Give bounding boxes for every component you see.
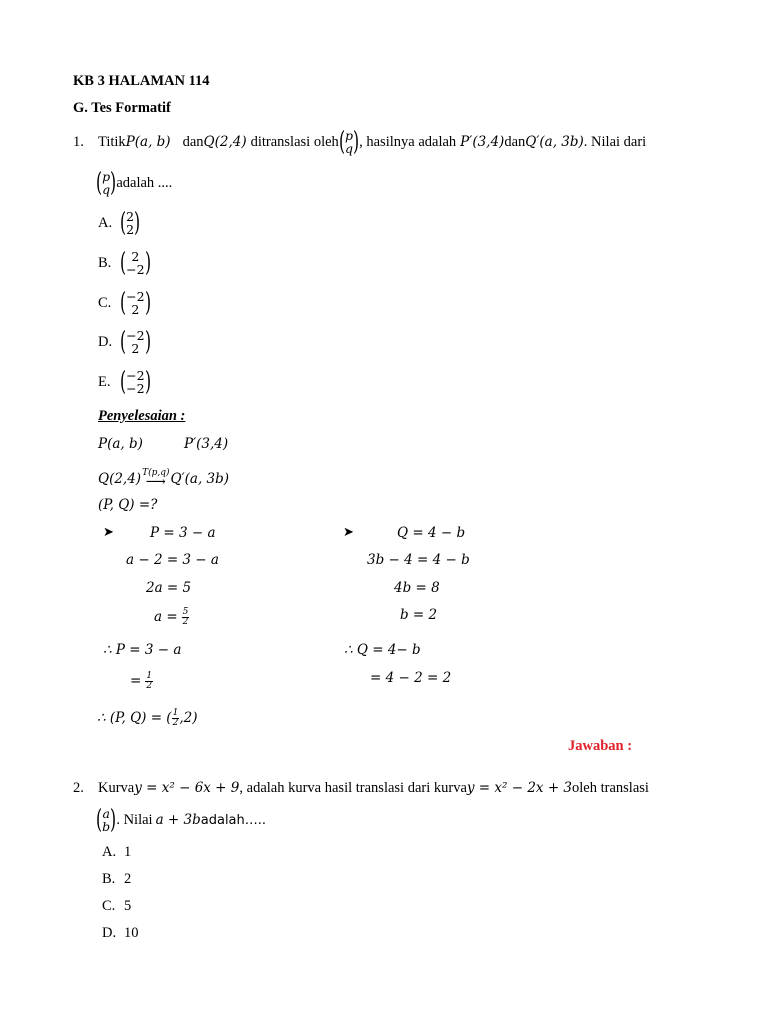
vector-top: a bbox=[102, 806, 110, 821]
final-text: ,2) bbox=[179, 710, 198, 726]
vector-bottom: 2 bbox=[131, 341, 140, 356]
fraction bbox=[145, 672, 153, 691]
vector-bottom: b bbox=[102, 819, 111, 834]
option-value: 5 bbox=[124, 898, 132, 914]
fraction-den: 2 bbox=[182, 616, 189, 627]
step-left-3: 2a = 5 bbox=[146, 580, 192, 596]
fraction bbox=[172, 709, 180, 728]
option-vector: ( 2 2 ) bbox=[120, 208, 141, 238]
q2-text: adalah….. bbox=[200, 812, 267, 828]
vector-bottom: 2 bbox=[131, 302, 140, 317]
fraction-num: 5 bbox=[182, 606, 189, 617]
option-letter: B. bbox=[102, 871, 116, 887]
q1-option-c[interactable] bbox=[98, 288, 151, 318]
translation-label: T(p,q) bbox=[142, 468, 170, 478]
vector-bottom: 2 bbox=[126, 222, 135, 237]
solution-p-image: P′(3,4) bbox=[184, 436, 229, 452]
option-letter: C. bbox=[102, 898, 116, 914]
vector-top: −2 bbox=[126, 289, 145, 304]
option-letter: C. bbox=[98, 294, 112, 311]
step-text: a = bbox=[154, 609, 178, 625]
arrow-bullet-icon: ➤ bbox=[103, 524, 114, 539]
option-value: 1 bbox=[124, 844, 132, 860]
vector-top: p bbox=[344, 128, 353, 143]
q2-curve-original: y = x² − 2x + 3 bbox=[466, 780, 573, 796]
vector-bottom: q bbox=[344, 141, 353, 156]
solution-q-image: Q′(a, 3b) bbox=[170, 471, 230, 487]
vector-top: 2 bbox=[126, 209, 135, 224]
fraction-den: 2 bbox=[146, 680, 153, 691]
q1-option-e[interactable] bbox=[98, 367, 151, 397]
q1-text-line1 bbox=[98, 127, 646, 157]
option-vector: ( −2 −2 ) bbox=[120, 367, 151, 397]
q2-text-line2 bbox=[96, 805, 266, 835]
conclusion-right-value: = 4 − 2 = 2 bbox=[370, 670, 452, 686]
solution-heading: Penyelesaian : bbox=[98, 408, 186, 424]
q1-option-b[interactable] bbox=[98, 248, 151, 278]
solution-q-original: Q(2,4) bbox=[98, 471, 142, 487]
step-left-4 bbox=[154, 603, 189, 631]
q1-image-p: P′(3,4) bbox=[460, 134, 505, 150]
q1-number: 1. bbox=[73, 134, 84, 150]
conclusion-right: ∴ Q = 4− b bbox=[344, 642, 421, 658]
translation-arrow bbox=[142, 468, 170, 490]
q1-text: dan bbox=[182, 133, 204, 150]
q1-text: Titik bbox=[98, 133, 126, 150]
option-vector: ( 2 −2 ) bbox=[120, 248, 151, 278]
fraction bbox=[182, 608, 190, 627]
option-vector: ( −2 2 ) bbox=[120, 288, 151, 318]
conclusion-left: ∴ P = 3 − a bbox=[103, 642, 182, 658]
step-left-1: P = 3 − a bbox=[150, 525, 216, 541]
q2-text: , adalah kurva hasil translasi dari kurva bbox=[239, 779, 467, 796]
final-answer bbox=[97, 703, 197, 733]
option-letter: D. bbox=[98, 333, 113, 350]
solution-question: (P, Q) =? bbox=[98, 497, 158, 513]
answer-label: Jawaban : bbox=[568, 738, 633, 754]
q1-point-q: Q(2,4) bbox=[203, 134, 247, 150]
option-value: 10 bbox=[124, 925, 139, 941]
step-right-3: 4b = 8 bbox=[394, 580, 440, 596]
q1-text: adalah .... bbox=[116, 174, 173, 191]
q2-text-line1 bbox=[98, 774, 649, 802]
vector-top: −2 bbox=[126, 328, 145, 343]
final-text: ∴ (P, Q) = ( bbox=[97, 710, 172, 726]
vector-top: p bbox=[102, 169, 111, 184]
option-letter: E. bbox=[98, 373, 111, 390]
step-right-4: b = 2 bbox=[400, 607, 438, 623]
q1-point-p: P(a, b) bbox=[125, 134, 171, 150]
solution-q-mapping bbox=[98, 461, 230, 490]
q2-translation-vector: ( a b ) bbox=[96, 805, 117, 835]
vector-bottom: −2 bbox=[126, 262, 145, 277]
fraction-den: 2 bbox=[172, 717, 179, 728]
arrow-icon: ⟶ bbox=[145, 475, 166, 490]
q2-text: Kurva bbox=[98, 779, 135, 796]
q1-text: , hasilnya adalah bbox=[359, 133, 457, 150]
q2-expression: a + 3b bbox=[155, 812, 201, 828]
section-heading: G. Tes Formatif bbox=[73, 100, 171, 116]
q2-option-b[interactable] bbox=[102, 871, 131, 888]
vector-top: −2 bbox=[126, 368, 145, 383]
q1-option-a[interactable] bbox=[98, 208, 140, 238]
step-right-1: Q = 4 − b bbox=[397, 525, 466, 541]
q1-image-q: Q′(a, 3b) bbox=[525, 134, 584, 150]
conclusion-left-value bbox=[130, 667, 153, 695]
vector-bottom: −2 bbox=[126, 381, 145, 396]
option-letter: B. bbox=[98, 254, 112, 271]
fraction-num: 1 bbox=[172, 707, 179, 718]
q2-text: oleh translasi bbox=[572, 779, 649, 796]
step-left-2: a − 2 = 3 − a bbox=[126, 552, 219, 568]
arrow-bullet-icon: ➤ bbox=[343, 524, 354, 539]
q1-translation-vector: ( p q ) bbox=[338, 127, 360, 157]
page-title: KB 3 HALAMAN 114 bbox=[73, 73, 210, 89]
q2-option-d[interactable] bbox=[102, 925, 139, 942]
option-letter: A. bbox=[102, 844, 117, 860]
q1-vector-pq: ( p q ) bbox=[96, 168, 117, 198]
step-right-2: 3b − 4 = 4 − b bbox=[367, 552, 470, 568]
q1-text: ditranslasi oleh bbox=[250, 133, 339, 150]
option-value: 2 bbox=[124, 871, 132, 887]
fraction-num: 1 bbox=[146, 670, 153, 681]
q2-option-a[interactable] bbox=[102, 844, 131, 861]
q2-curve-result: y = x² − 6x + 9 bbox=[134, 780, 240, 796]
q1-option-d[interactable] bbox=[98, 327, 151, 357]
option-letter: D. bbox=[102, 925, 117, 941]
q1-text-line2 bbox=[96, 168, 172, 198]
option-letter: A. bbox=[98, 214, 113, 231]
solution-p-original: P(a, b) bbox=[98, 436, 143, 452]
q2-option-c[interactable] bbox=[102, 898, 131, 915]
q1-text: dan bbox=[504, 133, 526, 150]
vector-top: 2 bbox=[131, 249, 140, 264]
q2-number: 2. bbox=[73, 780, 84, 796]
equals: = bbox=[130, 673, 142, 689]
q2-text: . Nilai bbox=[116, 811, 153, 828]
vector-bottom: q bbox=[102, 182, 111, 197]
q1-text: . Nilai dari bbox=[583, 133, 647, 150]
option-vector: ( −2 2 ) bbox=[120, 327, 151, 357]
